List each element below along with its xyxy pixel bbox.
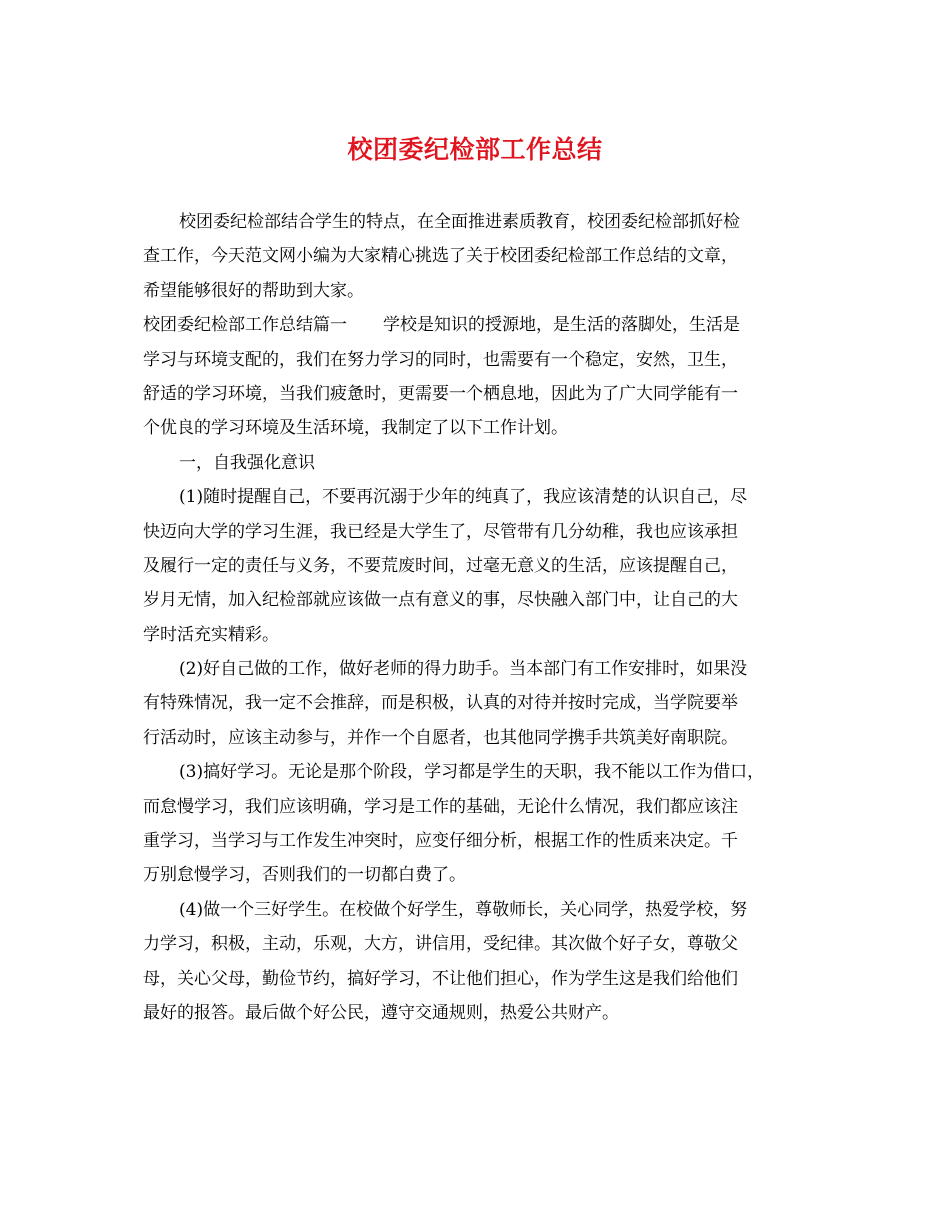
text-line: 舒适的学习环境，当我们疲惫时，更需要一个栖息地，因此为了广大同学能有一 [143,383,738,404]
text-line: 查工作，今天范文网小编为大家精心挑选了关于校团委纪检部工作总结的文章， [143,246,738,267]
text-line: 学时活充实精彩。 [143,624,279,645]
text-line: 行活动时，应该主动参与，并作一个自愿者，也其他同学携手共筑美好南职院。 [143,727,738,748]
text-line: (3)搞好学习。无论是那个阶段，学习都是学生的天职，我不能以工作为借口， [179,762,765,783]
text-line: 万别怠慢学习，否则我们的一切都白费了。 [143,865,466,886]
text-line: 校团委纪检部结合学生的特点，在全面推进素质教育，校团委纪检部抓好检 [179,212,740,232]
text-line: 岁月无情，加入纪检部就应该做一点有意义的事，尽快融入部门中，让自己的大 [143,590,738,611]
text-line: 学习与环境支配的，我们在努力学习的同时，也需要有一个稳定，安然，卫生， [143,349,738,370]
text-line: 希望能够很好的帮助到大家。 [143,280,364,301]
text-line [143,308,813,342]
text-line: 快迈向大学的学习生涯，我已经是大学生了，尽管带有几分幼稚，我也应该承担 [143,521,738,542]
text-line: 力学习，积极，主动，乐观，大方，讲信用，受纪律。其次做个好子女，尊敬父 [143,934,738,955]
text-line: 有特殊情况，我一定不会推辞，而是积极，认真的对待并按时完成，当学院要举 [143,693,738,714]
text-line: (4)做一个三好学生。在校做个好学生，尊敬师长，关心同学，热爱学校，努 [179,899,748,920]
text-line: (2)好自己做的工作，做好老师的得力助手。当本部门有工作安排时，如果没 [179,659,748,680]
text-line: 母，关心父母，勤俭节约，搞好学习，不让他们担心，作为学生这是我们给他们 [143,968,738,989]
subheading: 一，自我强化意识 [179,452,315,473]
text-span: 学校是知识的授源地，是生活的落脚处，生活是 [383,315,740,336]
document-body [143,205,813,1030]
section-heading: 校团委纪检部工作总结篇一 [143,315,347,336]
text-line: 最好的报答。最后做个好公民，遵守交通规则，热爱公共财产。 [143,1002,619,1023]
text-line: 个优良的学习环境及生活环境，我制定了以下工作计划。 [143,418,568,439]
text-line: (1)随时提醒自己，不要再沉溺于少年的纯真了，我应该清楚的认识自己，尽 [179,487,748,508]
text-line: 而怠慢学习，我们应该明确，学习是工作的基础，无论什么情况，我们都应该注 [143,796,738,817]
text-line: 及履行一定的责任与义务，不要荒废时间，过毫无意义的生活，应该提醒自己， [143,555,738,576]
text-line: 重学习，当学习与工作发生冲突时，应变仔细分析，根据工作的性质来决定。千 [143,831,738,852]
document-title: 校团委纪检部工作总结 [347,135,603,164]
